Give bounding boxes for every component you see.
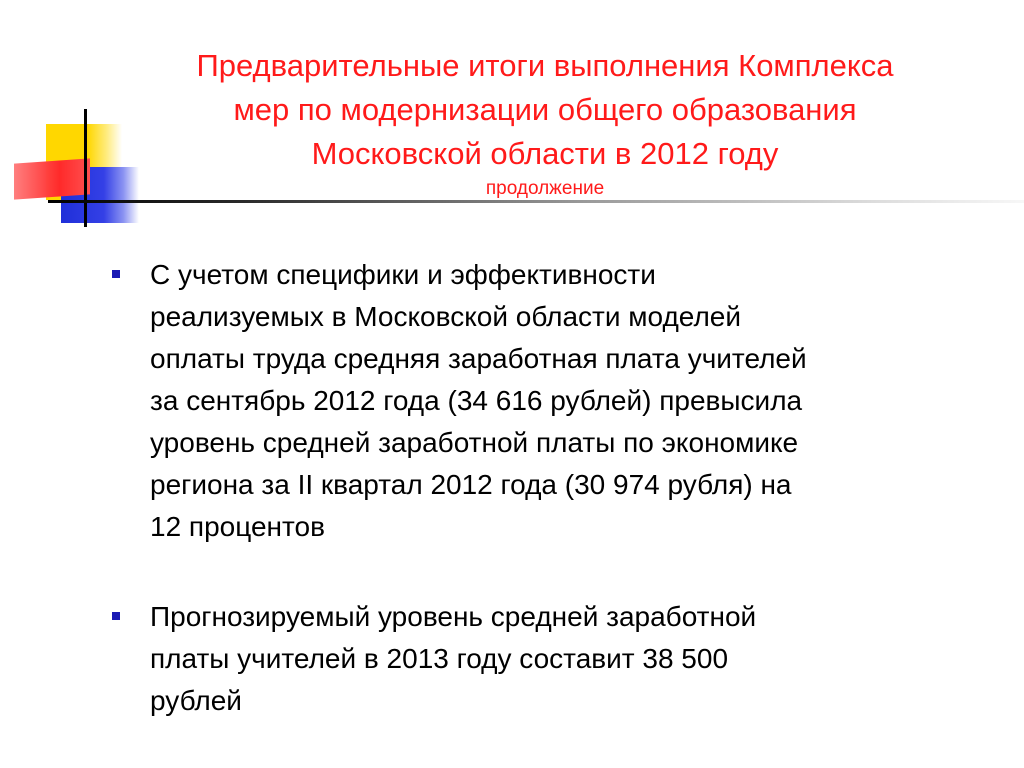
decorative-vertical-line: [84, 109, 87, 227]
bullet-item-salary-2012: [110, 254, 970, 548]
bullet-text-line: платы учителей в 2013 году составит 38 500: [150, 643, 729, 674]
title-line: Предварительные итоги выполнения Комплекса: [196, 48, 894, 83]
bullet-text-line: С учетом специфики и эффективности: [150, 259, 656, 290]
bullet-text-line: Прогнозируемый уровень средней заработной: [150, 601, 757, 632]
decorative-red-square: [14, 158, 90, 199]
bullet-text-line: рублей: [150, 685, 242, 716]
bullet-item-salary-forecast-2013: [110, 596, 970, 722]
slide-subtitle: продолжение: [485, 178, 605, 199]
bullet-text-line: оплаты труда средняя заработная плата учителей: [150, 343, 807, 374]
title-line: мер по модернизации общего образования: [233, 92, 857, 127]
square-bullet-icon: [112, 612, 120, 620]
title-line: Московской области в 2012 году: [311, 136, 779, 171]
bullet-text-line: за сентябрь 2012 года (34 616 рублей) превысила: [150, 385, 803, 416]
bullet-text-line: региона за II квартал 2012 года (30 974 рубля) на: [150, 469, 792, 500]
bullet-text-line: 12 процентов: [150, 511, 325, 542]
bullet-list: [110, 254, 970, 722]
bullet-text-line: реализуемых в Московской области моделей: [150, 301, 741, 332]
bullet-text-line: уровень средней заработной платы по экономике: [150, 427, 799, 458]
slide-title: [110, 44, 980, 201]
square-bullet-icon: [112, 270, 120, 278]
